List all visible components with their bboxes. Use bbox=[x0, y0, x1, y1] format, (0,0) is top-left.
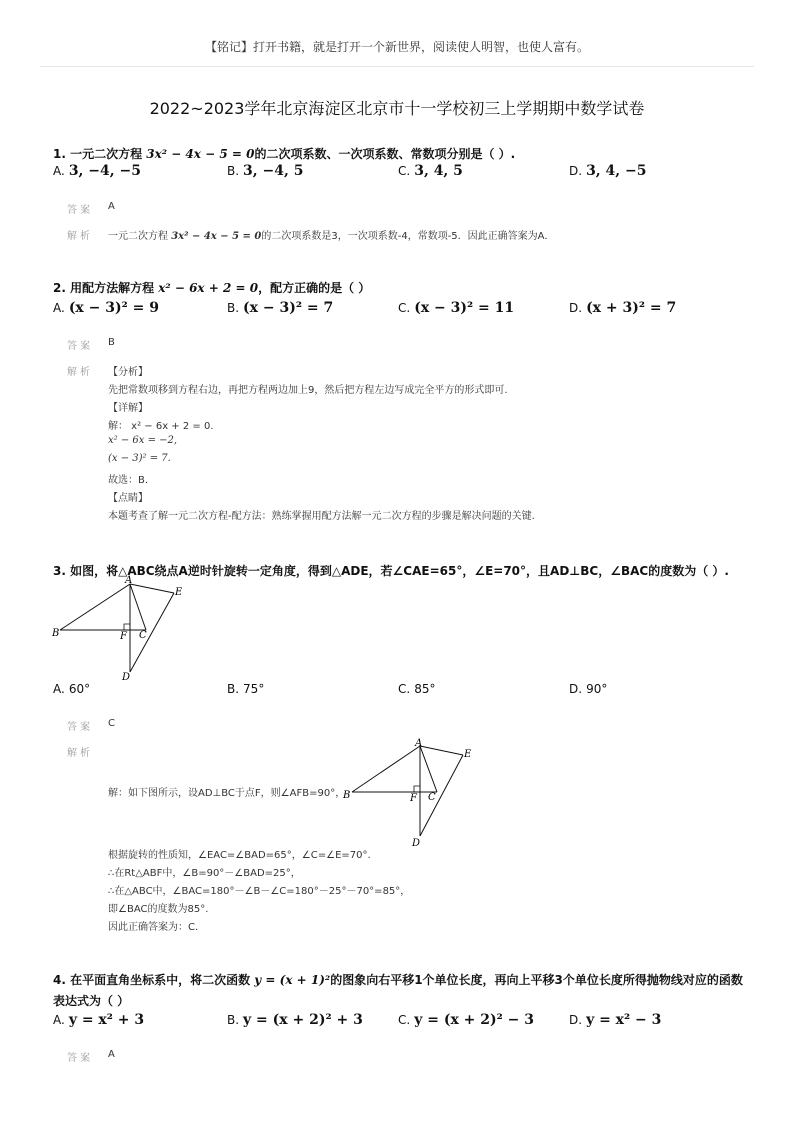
question-1-stem-post: 的二次项系数、一次项系数、常数项分别是（ ）. bbox=[254, 147, 516, 161]
point-label-a: A bbox=[125, 575, 133, 586]
option-value: (x − 3)² = 7 bbox=[243, 300, 334, 316]
option-letter: B. bbox=[227, 301, 240, 315]
question-1-answer: A bbox=[108, 201, 115, 212]
question-1-stem-math: 3x² − 4x − 5 = 0 bbox=[146, 147, 255, 161]
option-value: y = (x + 2)² − 3 bbox=[414, 1012, 534, 1028]
question-4-stem-post: 的图象向右平移1个单位长度，再向上平移3个单位长度所得抛物线对应的函数 bbox=[330, 973, 743, 987]
point-label-c: C bbox=[428, 792, 436, 803]
option-value: 90° bbox=[586, 682, 608, 696]
question-3-option-b[interactable] bbox=[227, 682, 264, 696]
question-2-option-b[interactable] bbox=[227, 300, 333, 316]
question-1-option-a[interactable] bbox=[53, 163, 141, 179]
question-1-option-d[interactable] bbox=[569, 163, 647, 179]
page-motto: 【铭记】打开书籍，就是打开一个新世界，阅读使人明智，也使人富有。 bbox=[204, 40, 589, 54]
option-letter: C. bbox=[398, 1013, 411, 1027]
question-3-option-c[interactable] bbox=[398, 682, 435, 696]
question-1-analysis bbox=[108, 227, 555, 242]
question-3-analysis-line: ∴在Rt△ABF中，∠B=90°－∠BAD=25°， bbox=[108, 868, 301, 879]
question-2-analysis-label: 解析 bbox=[67, 367, 93, 378]
option-value: 60° bbox=[68, 682, 91, 696]
point-label-d: D bbox=[122, 672, 131, 683]
question-2-stem-pre: 2. 用配方法解方程 bbox=[53, 281, 159, 295]
question-4-option-a[interactable] bbox=[53, 1012, 144, 1028]
question-4-stem-math: y = (x + 1)² bbox=[254, 973, 331, 987]
question-3-answer: C bbox=[108, 718, 115, 729]
option-value: (x − 3)² = 11 bbox=[414, 300, 515, 316]
point-label-d: D bbox=[412, 838, 421, 848]
option-value: 3, −4, 5 bbox=[243, 163, 304, 179]
question-2-option-c[interactable] bbox=[398, 300, 514, 316]
question-4-option-d[interactable] bbox=[569, 1012, 661, 1028]
option-letter: A. bbox=[53, 164, 65, 178]
option-letter: A. bbox=[53, 301, 65, 315]
question-4-answer-label: 答案 bbox=[67, 1053, 93, 1064]
option-value: (x − 3)² = 9 bbox=[68, 300, 159, 316]
point-label-c: C bbox=[139, 630, 147, 641]
option-value: 85° bbox=[414, 682, 436, 696]
point-label-b: B bbox=[52, 628, 60, 639]
point-label-e: E bbox=[175, 587, 183, 598]
header-divider bbox=[40, 66, 754, 67]
question-2-analysis-line: x² − 6x = −2, bbox=[108, 435, 178, 446]
question-3-figure bbox=[50, 574, 200, 684]
page-title: 2022~2023学年北京海淀区北京市十一学校初三上学期期中数学试卷 bbox=[149, 99, 645, 118]
question-1-option-b[interactable] bbox=[227, 163, 304, 179]
analysis-math: 3x² − 4x − 5 = 0 bbox=[171, 231, 262, 242]
question-4-stem-line1 bbox=[53, 971, 743, 988]
question-4-answer: A bbox=[108, 1049, 115, 1060]
question-2-stem-post: ，配方正确的是（ ） bbox=[258, 281, 371, 295]
question-2-analysis-line: (x − 3)² = 7. bbox=[108, 453, 171, 464]
option-letter: A. bbox=[53, 682, 65, 696]
option-letter: D. bbox=[569, 682, 583, 696]
question-4-option-c[interactable] bbox=[398, 1012, 534, 1028]
question-1-answer-label: 答案 bbox=[67, 205, 93, 216]
question-3-analysis-line: ∴在△ABC中，∠BAC=180°－∠B－∠C=180°－25°－70°=85°， bbox=[108, 886, 411, 897]
question-1-stem bbox=[53, 145, 515, 162]
question-2-analysis-line: 先把常数项移到方程右边，再把方程两边加上9，然后把方程左边写成完全平方的形式即可. bbox=[108, 385, 508, 396]
option-letter: B. bbox=[227, 164, 240, 178]
question-3-stem: 3. 如图，将△ABC绕点A逆时针旋转一定角度，得到△ADE，若∠CAE=65°，∠E=70°，且AD⊥BC，∠BAC的度数为（ ）. bbox=[53, 564, 729, 578]
option-value: y = x² + 3 bbox=[68, 1012, 145, 1028]
question-2-analysis-line: 【点睛】 bbox=[108, 493, 148, 504]
option-letter: D. bbox=[569, 164, 583, 178]
option-value: 3, 4, −5 bbox=[586, 163, 647, 179]
question-2-answer-label: 答案 bbox=[67, 341, 93, 352]
option-letter: C. bbox=[398, 682, 411, 696]
option-letter: D. bbox=[569, 1013, 583, 1027]
question-4-stem-line2: 表达式为（ ） bbox=[53, 994, 130, 1008]
point-label-a: A bbox=[415, 738, 423, 749]
option-value: 3, −4, −5 bbox=[68, 163, 141, 179]
option-value: (x + 3)² = 7 bbox=[586, 300, 677, 316]
point-label-b: B bbox=[343, 790, 351, 801]
question-3-analysis-intro: 解：如下图所示，设AD⊥BC于点F，则∠AFB=90°， bbox=[108, 788, 346, 799]
question-2-option-d[interactable] bbox=[569, 300, 676, 316]
option-value: 75° bbox=[243, 682, 265, 696]
point-label-f: F bbox=[120, 631, 127, 642]
question-3-option-d[interactable] bbox=[569, 682, 607, 696]
question-4-stem-pre: 4. 在平面直角坐标系中，将二次函数 bbox=[53, 973, 255, 987]
question-3-analysis-line: 根据旋转的性质知，∠EAC=∠BAD=65°，∠C=∠E=70°. bbox=[108, 850, 371, 861]
question-1-option-c[interactable] bbox=[398, 163, 463, 179]
question-4-option-b[interactable] bbox=[227, 1012, 363, 1028]
question-2-analysis-line: 故选：B. bbox=[108, 475, 149, 486]
option-letter: B. bbox=[227, 682, 240, 696]
analysis-post: 的二次项系数是3，一次项系数-4，常数项-5．因此正确答案为A． bbox=[261, 231, 555, 242]
option-value: y = (x + 2)² + 3 bbox=[243, 1012, 363, 1028]
option-letter: C. bbox=[398, 301, 411, 315]
point-label-e: E bbox=[464, 749, 472, 760]
question-2-analysis-line: 解： x² − 6x + 2 = 0. bbox=[108, 421, 214, 432]
option-letter: D. bbox=[569, 301, 583, 315]
question-2-stem-math: x² − 6x + 2 = 0 bbox=[158, 281, 259, 295]
option-letter: A. bbox=[53, 1013, 65, 1027]
question-3-analysis-figure bbox=[340, 736, 490, 848]
option-value: y = x² − 3 bbox=[586, 1012, 662, 1028]
analysis-pre: 一元二次方程 bbox=[108, 231, 172, 242]
question-2-analysis-line: 【分析】 bbox=[108, 367, 148, 378]
question-2-stem bbox=[53, 279, 370, 296]
question-2-analysis-line: 本题考查了解一元二次方程-配方法：熟练掌握用配方法解一元二次方程的步骤是解决问题的关键. bbox=[108, 511, 535, 522]
point-label-f: F bbox=[410, 793, 417, 804]
question-1-stem-pre: 1. 一元二次方程 bbox=[53, 147, 147, 161]
option-letter: C. bbox=[398, 164, 411, 178]
question-1-analysis-label: 解析 bbox=[67, 231, 93, 242]
option-letter: B. bbox=[227, 1013, 240, 1027]
question-2-answer: B bbox=[108, 337, 115, 348]
question-3-analysis-line: 因此正确答案为：C. bbox=[108, 922, 199, 933]
question-3-analysis-label: 解析 bbox=[67, 748, 93, 759]
question-2-option-a[interactable] bbox=[53, 300, 159, 316]
option-value: 3, 4, 5 bbox=[414, 163, 463, 179]
question-2-analysis-line: 【详解】 bbox=[108, 403, 148, 414]
question-3-answer-label: 答案 bbox=[67, 722, 93, 733]
question-3-option-a[interactable] bbox=[53, 682, 90, 696]
question-3-analysis-line: 即∠BAC的度数为85°. bbox=[108, 904, 209, 915]
